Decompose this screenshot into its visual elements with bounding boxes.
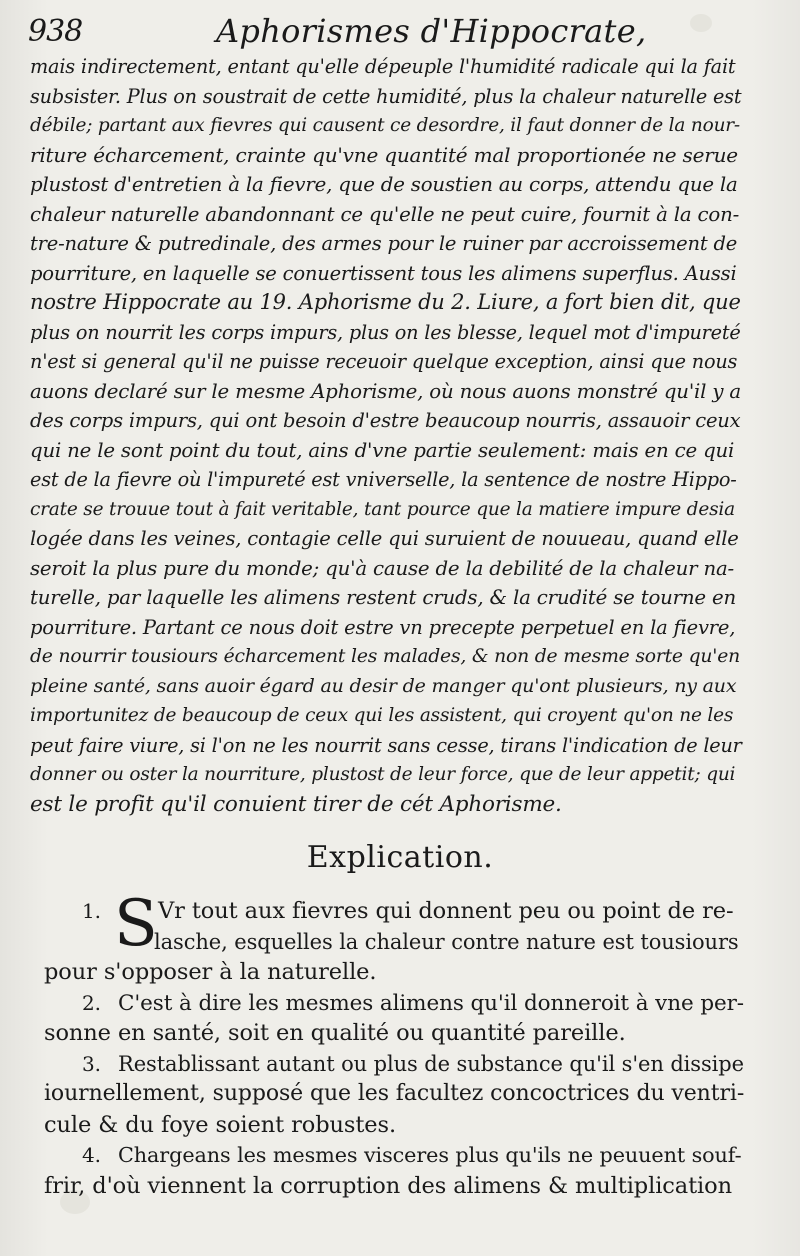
text-line: débile; partant aux fievres qui causent ce desordre, il faut donner de la nour- [30, 115, 740, 136]
text-line: riture écharcement, crainte qu'vne quantité mal proportionée ne serue [30, 142, 738, 167]
note-line: pour s'opposer à la naturelle. [44, 959, 377, 985]
note-text: C'est à dire les mesmes alimens qu'il donneroit à vne per- [118, 990, 744, 1016]
text-line: subsister. Plus on soustrait de cette humidité, plus la chaleur naturelle est [30, 84, 742, 108]
note-text: Vr tout aux fievres qui donnent peu ou point de re- [158, 898, 734, 924]
section-heading: Explication. [306, 840, 494, 875]
text-line: est de la fievre où l'impureté est vniverselle, la sentence de nostre Hippo- [30, 468, 737, 491]
text-line: logée dans les veines, contagie celle qui suruient de nouueau, quand elle [30, 527, 739, 550]
text-line: de nourrir tousiours écharcement les malades, & non de mesme sorte qu'en [30, 646, 740, 667]
explication-list [44, 887, 745, 1201]
text-line: mais indirectement, entant qu'elle dépeuple l'humidité radicale qui la fait [30, 55, 736, 78]
text-line: chaleur naturelle abandonnant ce qu'elle ne peut cuire, fournit à la con- [30, 202, 740, 226]
text-line: seroit la plus pure du monde; qu'à cause de la debilité de la chaleur na- [30, 556, 735, 580]
text-line: crate se trouue tout à fait veritable, tant pource que la matiere impure desia [30, 498, 735, 520]
text-line: tre-nature & putredinale, des armes pour le ruiner par accroissement de [30, 232, 738, 255]
text-line: plus on nourrit les corps impurs, plus on les blesse, lequel mot d'impureté [30, 320, 741, 344]
text-line: pourriture. Partant ce nous doit estre vn precepte perpetuel en la fievre, [30, 615, 736, 639]
running-title: Aphorismes d'Hippocrate, [216, 12, 647, 50]
note-number: 4. [82, 1143, 101, 1167]
text-line: des corps impurs, qui ont besoin d'estre beaucoup nourris, assauoir ceux [30, 409, 741, 432]
explication-note [44, 887, 744, 988]
text-line: pourriture, en laquelle se conuertissent tous les alimens superflus. Aussi [30, 261, 737, 285]
note-line: cule & du foye soient robustes. [44, 1111, 397, 1138]
explication-note [44, 1140, 744, 1201]
page-number: 938 [28, 14, 83, 49]
note-line: lasche, esquelles la chaleur contre nature est tousiours [154, 929, 739, 954]
note-line [44, 1049, 744, 1080]
note-line: sonne en santé, soit en qualité ou quantité pareille. [44, 1020, 626, 1046]
note-text: Chargeans les mesmes visceres plus qu'ils ne peuuent souf- [118, 1143, 742, 1167]
text-line: n'est si general qu'il ne puisse receuoir quelque exception, ainsi que nous [30, 350, 738, 373]
body-text [30, 52, 742, 819]
text-line: turelle, par laquelle les alimens restent cruds, & la crudité se tourne en [30, 586, 736, 609]
running-head [28, 10, 768, 50]
text-line: nostre Hippocrate au 19. Aphorisme du 2. Liure, a fort bien dit, que [30, 290, 741, 314]
note-number: 2. [82, 990, 101, 1015]
text-line: pleine santé, sans auoir égard au desir de manger qu'ont plusieurs, ny aux [30, 674, 737, 697]
note-line: iournellement, supposé que les facultez concoctrices du ventri- [44, 1081, 745, 1106]
text-line: donner ou oster la nourriture, plustost de leur force, que de leur appetit; qui [30, 764, 736, 785]
drop-cap: S [114, 887, 158, 961]
note-line: frir, d'où viennent la corruption des alimens & multiplication [44, 1172, 732, 1199]
note-text: Restablissant autant ou plus de substance qu'il s'en dissipe [118, 1051, 744, 1076]
note-line [44, 988, 744, 1019]
text-line: plustost d'entretien à la fievre, que de soustien au corps, attendu que la [30, 173, 738, 196]
text-line: est le profit qu'il conuient tirer de cét Aphorisme. [30, 791, 562, 817]
note-line [44, 1140, 744, 1171]
text-line: peut faire viure, si l'on ne les nourrit sans cesse, tirans l'indication de leur [30, 733, 742, 757]
text-line: auons declaré sur le mesme Aphorisme, où nous auons monstré qu'il y a [30, 379, 741, 403]
note-number: 1. [82, 899, 101, 923]
explication-note [44, 988, 744, 1049]
text-line: importunitez de beaucoup de ceux qui les assistent, qui croyent qu'on ne les [30, 705, 734, 726]
explication-note [44, 1049, 744, 1141]
note-number: 3. [82, 1051, 101, 1076]
text-line: qui ne le sont point du tout, ains d'vne partie seulement: mais en ce qui [30, 438, 735, 462]
